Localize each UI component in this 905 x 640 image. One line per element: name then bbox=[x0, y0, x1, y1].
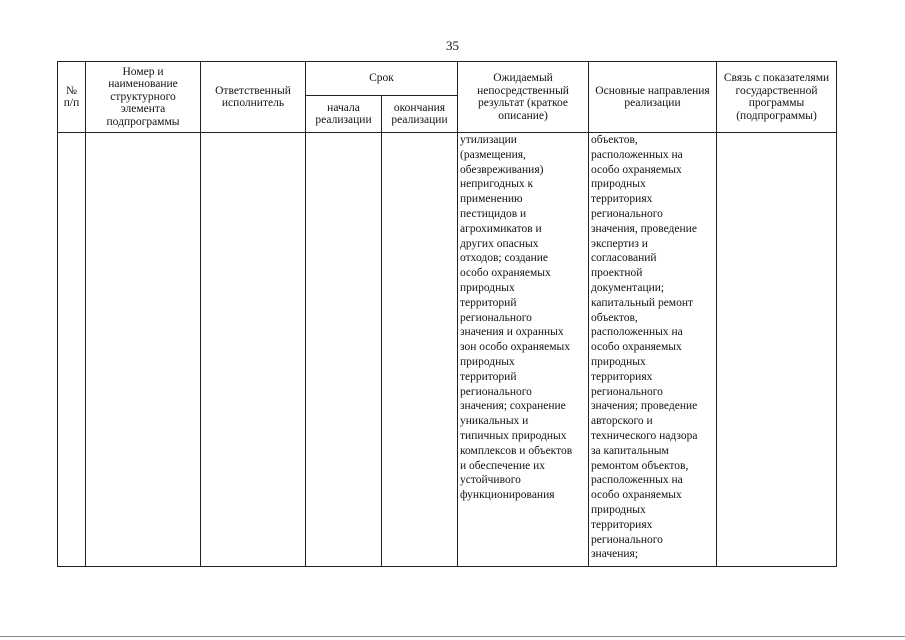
header-num: № п/п bbox=[58, 62, 86, 133]
header-term-end: окончания реализации bbox=[382, 96, 458, 133]
cell-num bbox=[58, 133, 86, 567]
cell-executor bbox=[201, 133, 306, 567]
header-result: Ожидаемый непосредственный результат (краткое описание) bbox=[458, 62, 589, 133]
header-row-1 bbox=[58, 62, 837, 96]
header-term: Срок bbox=[306, 62, 458, 96]
table-row bbox=[58, 133, 837, 567]
cell-end bbox=[382, 133, 458, 567]
header-link: Связь с показателями государственной программы (подпрограммы) bbox=[717, 62, 837, 133]
header-executor: Ответственный исполнитель bbox=[201, 62, 306, 133]
header-directions: Основные направления реализации bbox=[589, 62, 717, 133]
scan-edge-line bbox=[0, 636, 905, 637]
header-name: Номер и наименование структурного элемента подпрограммы bbox=[86, 62, 201, 133]
program-table bbox=[57, 61, 837, 567]
cell-directions: объектов, расположенных на особо охраняемых природных территориях регионального значения, проведение экспертиз и согласований проектной документации; капитальный ремонт объектов, расположенных на особо охраняемых природных территориях регионального значения; проведение авторского и технического надзора за капитальным ремонтом объектов, расположенных на особо охраняемых природных территориях регионального значения; bbox=[589, 133, 717, 567]
cell-name bbox=[86, 133, 201, 567]
cell-start bbox=[306, 133, 382, 567]
cell-link bbox=[717, 133, 837, 567]
cell-result: утилизации (размещения, обезвреживания) непригодных к применению пестицидов и агрохимикатов и других опасных отходов; создание особо охраняемых природных территорий регионального значения и охранных зон особо охраняемых природных территорий регионального значения; сохранение уникальных и типичных природных комплексов и объектов и обеспечение их устойчивого функционирования bbox=[458, 133, 589, 567]
header-term-start: начала реализации bbox=[306, 96, 382, 133]
page-number: 35 bbox=[446, 38, 459, 53]
